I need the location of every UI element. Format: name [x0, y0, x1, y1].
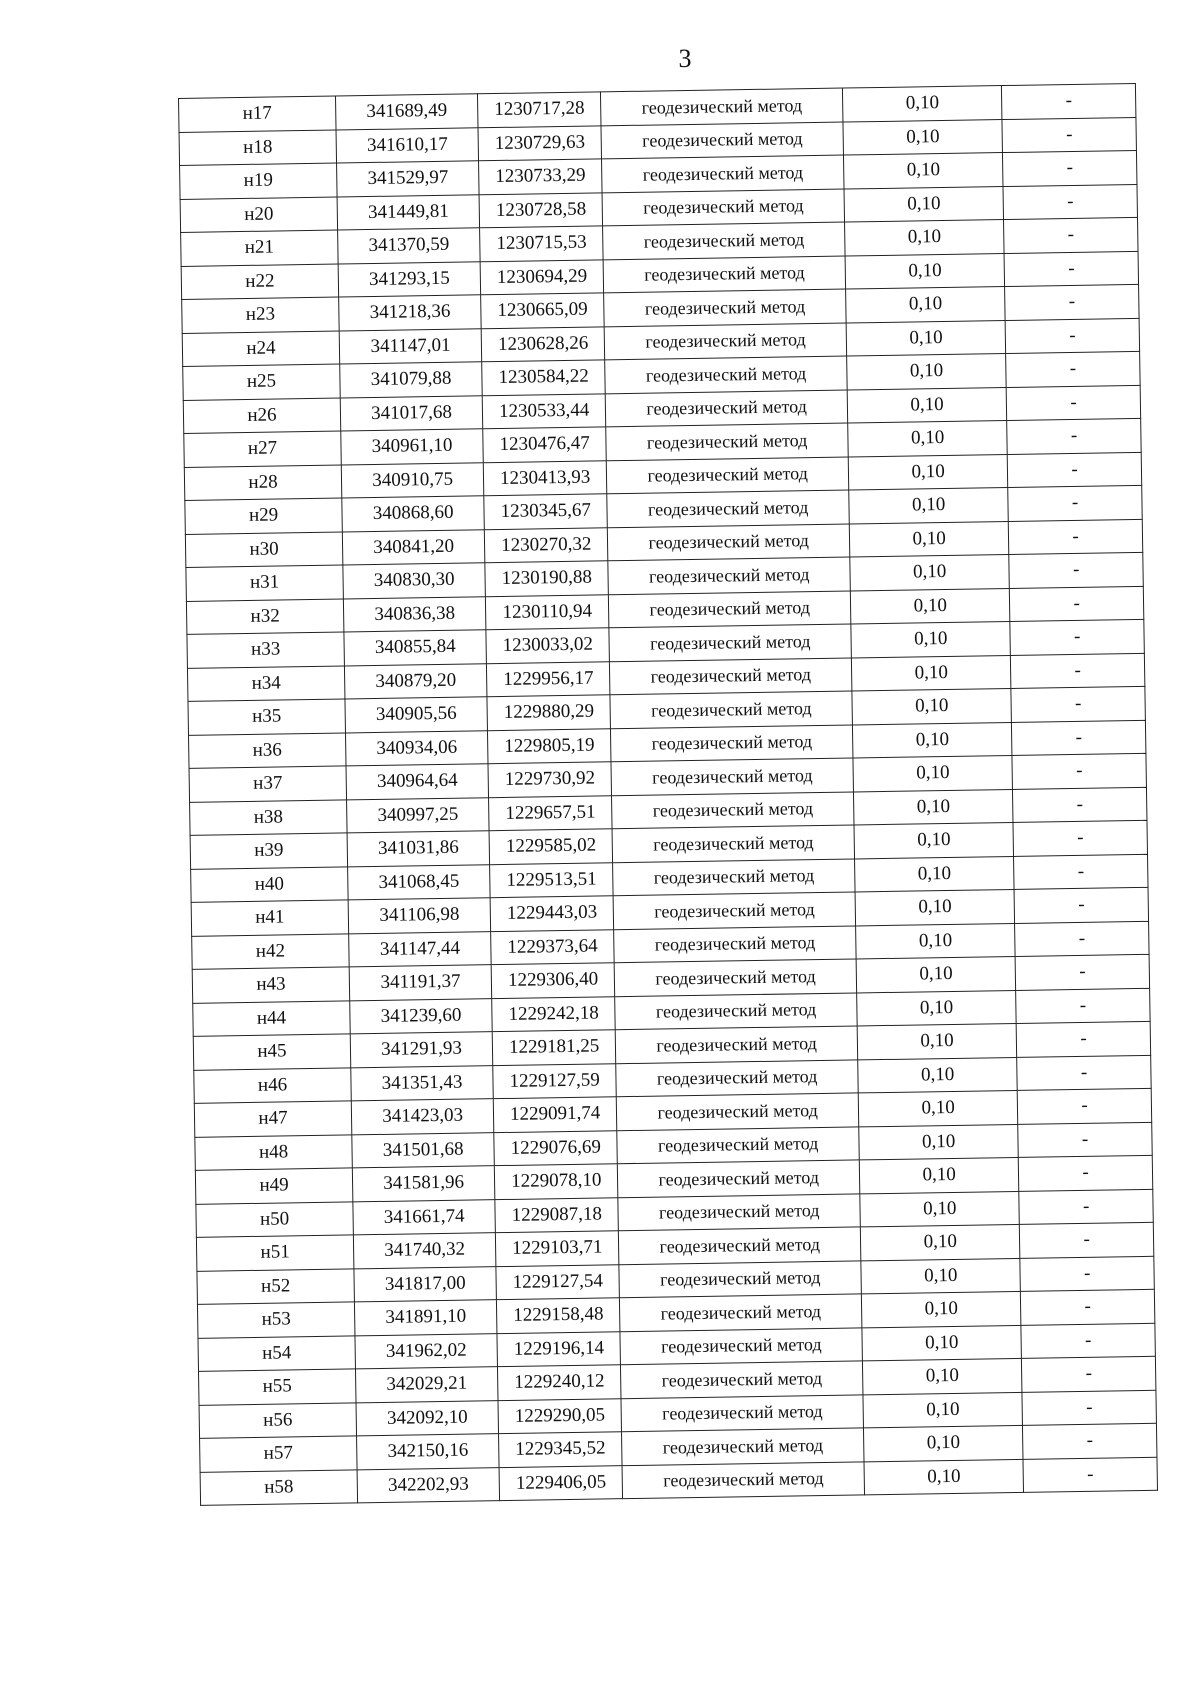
point-id-cell: н27 — [184, 431, 342, 467]
note-cell: - — [1005, 284, 1139, 320]
method-cell: геодезический метод — [618, 1160, 860, 1197]
method-cell: геодезический метод — [617, 1126, 859, 1163]
method-cell: геодезический метод — [609, 590, 851, 627]
method-cell: геодезический метод — [610, 691, 852, 728]
x-coordinate-cell: 341501,68 — [352, 1132, 495, 1168]
method-cell: геодезический метод — [613, 892, 855, 929]
y-coordinate-cell: 1229345,52 — [499, 1432, 623, 1467]
accuracy-cell: 0,10 — [856, 956, 1016, 992]
method-cell: геодезический метод — [603, 222, 845, 259]
x-coordinate-cell: 342029,21 — [355, 1367, 498, 1403]
x-coordinate-cell: 340830,30 — [343, 563, 486, 599]
accuracy-cell: 0,10 — [860, 1224, 1020, 1260]
y-coordinate-cell: 1230694,29 — [480, 259, 604, 294]
point-id-cell: н50 — [196, 1201, 354, 1237]
method-cell: геодезический метод — [616, 1093, 858, 1130]
method-cell: геодезический метод — [605, 356, 847, 393]
method-cell: геодезический метод — [619, 1260, 861, 1297]
y-coordinate-cell: 1229103,71 — [496, 1231, 620, 1266]
y-coordinate-cell: 1229306,40 — [491, 963, 615, 998]
note-cell: - — [1012, 720, 1146, 756]
coordinates-table — [178, 83, 1158, 1506]
note-cell: - — [1016, 988, 1150, 1024]
note-cell: - — [1021, 1323, 1155, 1359]
method-cell: геодезический метод — [601, 122, 843, 159]
accuracy-cell: 0,10 — [854, 789, 1014, 825]
method-cell: геодезический метод — [605, 390, 847, 427]
method-cell: геодезический метод — [612, 791, 854, 828]
accuracy-cell: 0,10 — [852, 688, 1012, 724]
accuracy-cell: 0,10 — [850, 555, 1010, 591]
point-id-cell: н49 — [195, 1168, 353, 1204]
point-id-cell: н24 — [182, 330, 340, 366]
x-coordinate-cell: 340910,75 — [341, 462, 484, 498]
accuracy-cell: 0,10 — [860, 1191, 1020, 1227]
y-coordinate-cell: 1229406,05 — [499, 1465, 623, 1500]
y-coordinate-cell: 1229373,64 — [491, 929, 615, 964]
accuracy-cell: 0,10 — [864, 1459, 1024, 1495]
point-id-cell: н52 — [197, 1268, 355, 1304]
note-cell: - — [1020, 1256, 1154, 1292]
method-cell: геодезический метод — [606, 423, 848, 460]
note-cell: - — [1014, 887, 1148, 923]
point-id-cell: н57 — [200, 1436, 358, 1472]
y-coordinate-cell: 1229196,14 — [497, 1331, 621, 1366]
accuracy-cell: 0,10 — [848, 454, 1008, 490]
method-cell: геодезический метод — [615, 992, 857, 1029]
x-coordinate-cell: 341068,45 — [348, 864, 491, 900]
accuracy-cell: 0,10 — [849, 488, 1009, 524]
note-cell: - — [1010, 619, 1144, 655]
accuracy-cell: 0,10 — [859, 1124, 1019, 1160]
point-id-cell: н44 — [193, 1000, 351, 1036]
y-coordinate-cell: 1229730,92 — [488, 762, 612, 797]
accuracy-cell: 0,10 — [858, 1057, 1018, 1093]
note-cell: - — [1021, 1289, 1155, 1325]
note-cell: - — [1016, 1021, 1150, 1057]
x-coordinate-cell: 341351,43 — [351, 1065, 494, 1101]
page-number: 3 — [678, 44, 692, 73]
method-cell: геодезический метод — [601, 88, 843, 125]
method-cell: геодезический метод — [610, 657, 852, 694]
note-cell: - — [1023, 1457, 1157, 1493]
accuracy-cell: 0,10 — [863, 1392, 1023, 1428]
note-cell: - — [1009, 552, 1143, 588]
y-coordinate-cell: 1230717,28 — [478, 92, 602, 127]
y-coordinate-cell: 1229158,48 — [497, 1298, 621, 1333]
method-cell: геодезический метод — [614, 959, 856, 996]
x-coordinate-cell: 341610,17 — [336, 127, 479, 163]
point-id-cell: н35 — [188, 699, 346, 735]
y-coordinate-cell: 1229290,05 — [498, 1398, 622, 1433]
accuracy-cell: 0,10 — [843, 86, 1003, 122]
x-coordinate-cell: 342092,10 — [356, 1400, 499, 1436]
note-cell: - — [1006, 351, 1140, 387]
note-cell: - — [1002, 83, 1136, 119]
point-id-cell: н58 — [200, 1469, 358, 1505]
note-cell: - — [1013, 787, 1147, 823]
point-id-cell: н26 — [183, 397, 341, 433]
point-id-cell: н36 — [189, 732, 347, 768]
y-coordinate-cell: 1230733,29 — [479, 159, 603, 194]
accuracy-cell: 0,10 — [848, 421, 1008, 457]
point-id-cell: н48 — [195, 1134, 353, 1170]
point-id-cell: н17 — [179, 96, 337, 132]
y-coordinate-cell: 1230728,58 — [479, 192, 603, 227]
point-id-cell: н29 — [185, 498, 343, 534]
x-coordinate-cell: 340961,10 — [341, 429, 484, 465]
x-coordinate-cell: 340934,06 — [346, 730, 489, 766]
x-coordinate-cell: 341891,10 — [354, 1300, 497, 1336]
x-coordinate-cell: 341147,44 — [349, 931, 492, 967]
y-coordinate-cell: 1230533,44 — [482, 393, 606, 428]
note-cell: - — [1011, 686, 1145, 722]
y-coordinate-cell: 1230584,22 — [482, 360, 606, 395]
point-id-cell: н56 — [199, 1402, 357, 1438]
point-id-cell: н31 — [186, 565, 344, 601]
x-coordinate-cell: 340855,84 — [344, 630, 487, 666]
point-id-cell: н28 — [184, 464, 342, 500]
method-cell: геодезический метод — [607, 490, 849, 527]
point-id-cell: н21 — [181, 230, 339, 266]
y-coordinate-cell: 1230345,67 — [484, 494, 608, 529]
accuracy-cell: 0,10 — [851, 621, 1011, 657]
y-coordinate-cell: 1230729,63 — [478, 125, 602, 160]
point-id-cell: н30 — [185, 531, 343, 567]
y-coordinate-cell: 1229805,19 — [488, 728, 612, 763]
accuracy-cell: 0,10 — [857, 990, 1017, 1026]
y-coordinate-cell: 1229585,02 — [489, 829, 613, 864]
method-cell: геодезический метод — [619, 1227, 861, 1264]
point-id-cell: н20 — [180, 197, 338, 233]
method-cell: геодезический метод — [602, 155, 844, 192]
y-coordinate-cell: 1229443,03 — [490, 896, 614, 931]
x-coordinate-cell: 340868,60 — [342, 496, 485, 532]
point-id-cell: н43 — [192, 967, 350, 1003]
point-id-cell: н19 — [180, 163, 338, 199]
point-id-cell: н53 — [197, 1302, 355, 1338]
accuracy-cell: 0,10 — [863, 1358, 1023, 1394]
note-cell: - — [1014, 854, 1148, 890]
method-cell: геодезический метод — [614, 925, 856, 962]
method-cell: геодезический метод — [608, 557, 850, 594]
note-cell: - — [1015, 921, 1149, 957]
point-id-cell: н18 — [179, 130, 337, 166]
x-coordinate-cell: 341689,49 — [336, 94, 479, 130]
y-coordinate-cell: 1230665,09 — [481, 293, 605, 328]
x-coordinate-cell: 341291,93 — [350, 1032, 493, 1068]
y-coordinate-cell: 1229076,69 — [494, 1130, 618, 1165]
accuracy-cell: 0,10 — [843, 119, 1003, 155]
accuracy-cell: 0,10 — [846, 287, 1006, 323]
point-id-cell: н46 — [194, 1067, 352, 1103]
accuracy-cell: 0,10 — [850, 588, 1010, 624]
y-coordinate-cell: 1229513,51 — [490, 862, 614, 897]
point-id-cell: н45 — [193, 1034, 351, 1070]
point-id-cell: н42 — [192, 933, 350, 969]
accuracy-cell: 0,10 — [855, 889, 1015, 925]
method-cell: геодезический метод — [606, 457, 848, 494]
x-coordinate-cell: 341031,86 — [347, 831, 490, 867]
x-coordinate-cell: 341817,00 — [354, 1266, 497, 1302]
x-coordinate-cell: 341017,68 — [340, 395, 483, 431]
note-cell: - — [1007, 452, 1141, 488]
method-cell: геодезический метод — [620, 1327, 862, 1364]
note-cell: - — [1003, 150, 1137, 186]
x-coordinate-cell: 341740,32 — [353, 1233, 496, 1269]
x-coordinate-cell: 342150,16 — [357, 1434, 500, 1470]
accuracy-cell: 0,10 — [864, 1425, 1024, 1461]
x-coordinate-cell: 341106,98 — [348, 898, 491, 934]
x-coordinate-cell: 341529,97 — [337, 161, 480, 197]
x-coordinate-cell: 342202,93 — [357, 1467, 500, 1503]
x-coordinate-cell: 341218,36 — [339, 295, 482, 331]
note-cell: - — [1007, 418, 1141, 454]
accuracy-cell: 0,10 — [847, 387, 1007, 423]
y-coordinate-cell: 1229956,17 — [487, 661, 611, 696]
point-id-cell: н33 — [187, 632, 345, 668]
note-cell: - — [1015, 954, 1149, 990]
note-cell: - — [1018, 1122, 1152, 1158]
y-coordinate-cell: 1229091,74 — [493, 1097, 617, 1132]
note-cell: - — [1004, 251, 1138, 287]
method-cell: геодезический метод — [613, 858, 855, 895]
note-cell: - — [1022, 1390, 1156, 1426]
note-cell: - — [1009, 519, 1143, 555]
accuracy-cell: 0,10 — [858, 1090, 1018, 1126]
method-cell: геодезический метод — [621, 1394, 863, 1431]
note-cell: - — [1013, 820, 1147, 856]
y-coordinate-cell: 1230270,32 — [484, 527, 608, 562]
y-coordinate-cell: 1230033,02 — [486, 628, 610, 663]
y-coordinate-cell: 1229242,18 — [492, 996, 616, 1031]
accuracy-cell: 0,10 — [853, 755, 1013, 791]
y-coordinate-cell: 1230628,26 — [481, 326, 605, 361]
accuracy-cell: 0,10 — [845, 253, 1005, 289]
x-coordinate-cell: 341191,37 — [349, 965, 492, 1001]
note-cell: - — [1017, 1088, 1151, 1124]
accuracy-cell: 0,10 — [846, 320, 1006, 356]
x-coordinate-cell: 340836,38 — [343, 596, 486, 632]
table-body — [179, 83, 1158, 1505]
point-id-cell: н32 — [186, 598, 344, 634]
accuracy-cell: 0,10 — [853, 722, 1013, 758]
method-cell: геодезический метод — [611, 724, 853, 761]
x-coordinate-cell: 341581,96 — [352, 1166, 495, 1202]
method-cell: геодезический метод — [621, 1361, 863, 1398]
accuracy-cell: 0,10 — [857, 1023, 1017, 1059]
accuracy-cell: 0,10 — [845, 220, 1005, 256]
y-coordinate-cell: 1230476,47 — [483, 427, 607, 462]
method-cell: геодезический метод — [615, 1026, 857, 1063]
note-cell: - — [1023, 1423, 1157, 1459]
point-id-cell: н39 — [190, 833, 348, 869]
note-cell: - — [1011, 653, 1145, 689]
point-id-cell: н54 — [198, 1335, 356, 1371]
method-cell: геодезический метод — [608, 524, 850, 561]
note-cell: - — [1010, 586, 1144, 622]
x-coordinate-cell: 341079,88 — [340, 362, 483, 398]
accuracy-cell: 0,10 — [855, 856, 1015, 892]
y-coordinate-cell: 1229078,10 — [494, 1164, 618, 1199]
y-coordinate-cell: 1229181,25 — [492, 1030, 616, 1065]
accuracy-cell: 0,10 — [861, 1291, 1021, 1327]
y-coordinate-cell: 1229240,12 — [498, 1365, 622, 1400]
note-cell: - — [1008, 485, 1142, 521]
x-coordinate-cell: 341293,15 — [338, 261, 481, 297]
accuracy-cell: 0,10 — [854, 822, 1014, 858]
point-id-cell: н34 — [187, 665, 345, 701]
note-cell: - — [1005, 318, 1139, 354]
x-coordinate-cell: 340879,20 — [344, 663, 487, 699]
point-id-cell: н41 — [191, 900, 349, 936]
y-coordinate-cell: 1230190,88 — [485, 561, 609, 596]
x-coordinate-cell: 340841,20 — [342, 529, 485, 565]
accuracy-cell: 0,10 — [859, 1157, 1019, 1193]
note-cell: - — [1012, 753, 1146, 789]
method-cell: геодезический метод — [604, 323, 846, 360]
point-id-cell: н23 — [182, 297, 340, 333]
x-coordinate-cell: 341661,74 — [353, 1199, 496, 1235]
point-id-cell: н22 — [181, 264, 339, 300]
accuracy-cell: 0,10 — [844, 153, 1004, 189]
y-coordinate-cell: 1229657,51 — [489, 795, 613, 830]
note-cell: - — [1019, 1189, 1153, 1225]
y-coordinate-cell: 1230715,53 — [480, 226, 604, 261]
method-cell: геодезический метод — [609, 624, 851, 661]
x-coordinate-cell: 340964,64 — [346, 764, 489, 800]
method-cell: геодезический метод — [611, 758, 853, 795]
note-cell: - — [1020, 1222, 1154, 1258]
accuracy-cell: 0,10 — [862, 1325, 1022, 1361]
method-cell: геодезический метод — [622, 1428, 864, 1465]
note-cell: - — [1017, 1055, 1151, 1091]
x-coordinate-cell: 341423,03 — [351, 1099, 494, 1135]
accuracy-cell: 0,10 — [851, 655, 1011, 691]
method-cell: геодезический метод — [622, 1461, 864, 1498]
method-cell: геодезический метод — [602, 189, 844, 226]
point-id-cell: н38 — [190, 799, 348, 835]
point-id-cell: н40 — [191, 866, 349, 902]
accuracy-cell: 0,10 — [861, 1258, 1021, 1294]
note-cell: - — [1002, 117, 1136, 153]
method-cell: геодезический метод — [603, 256, 845, 293]
accuracy-cell: 0,10 — [847, 354, 1007, 390]
y-coordinate-cell: 1229880,29 — [487, 695, 611, 730]
method-cell: геодезический метод — [612, 825, 854, 862]
point-id-cell: н55 — [199, 1369, 357, 1405]
accuracy-cell: 0,10 — [849, 521, 1009, 557]
y-coordinate-cell: 1229127,59 — [493, 1063, 617, 1098]
accuracy-cell: 0,10 — [856, 923, 1016, 959]
x-coordinate-cell: 341370,59 — [338, 228, 481, 264]
x-coordinate-cell: 341147,01 — [339, 328, 482, 364]
y-coordinate-cell: 1230413,93 — [483, 460, 607, 495]
x-coordinate-cell: 340905,56 — [345, 697, 488, 733]
point-id-cell: н47 — [194, 1101, 352, 1137]
x-coordinate-cell: 340997,25 — [347, 797, 490, 833]
method-cell: геодезический метод — [616, 1059, 858, 1096]
x-coordinate-cell: 341239,60 — [350, 998, 493, 1034]
note-cell: - — [1003, 184, 1137, 220]
note-cell: - — [1019, 1155, 1153, 1191]
method-cell: геодезический метод — [604, 289, 846, 326]
method-cell: геодезический метод — [618, 1193, 860, 1230]
point-id-cell: н25 — [183, 364, 341, 400]
point-id-cell: н51 — [196, 1235, 354, 1271]
x-coordinate-cell: 341962,02 — [355, 1333, 498, 1369]
method-cell: геодезический метод — [620, 1294, 862, 1331]
note-cell: - — [1004, 217, 1138, 253]
note-cell: - — [1022, 1356, 1156, 1392]
note-cell: - — [1006, 385, 1140, 421]
x-coordinate-cell: 341449,81 — [337, 194, 480, 230]
y-coordinate-cell: 1229127,54 — [496, 1264, 620, 1299]
y-coordinate-cell: 1229087,18 — [495, 1197, 619, 1232]
y-coordinate-cell: 1230110,94 — [486, 594, 610, 629]
point-id-cell: н37 — [189, 766, 347, 802]
accuracy-cell: 0,10 — [844, 186, 1004, 222]
